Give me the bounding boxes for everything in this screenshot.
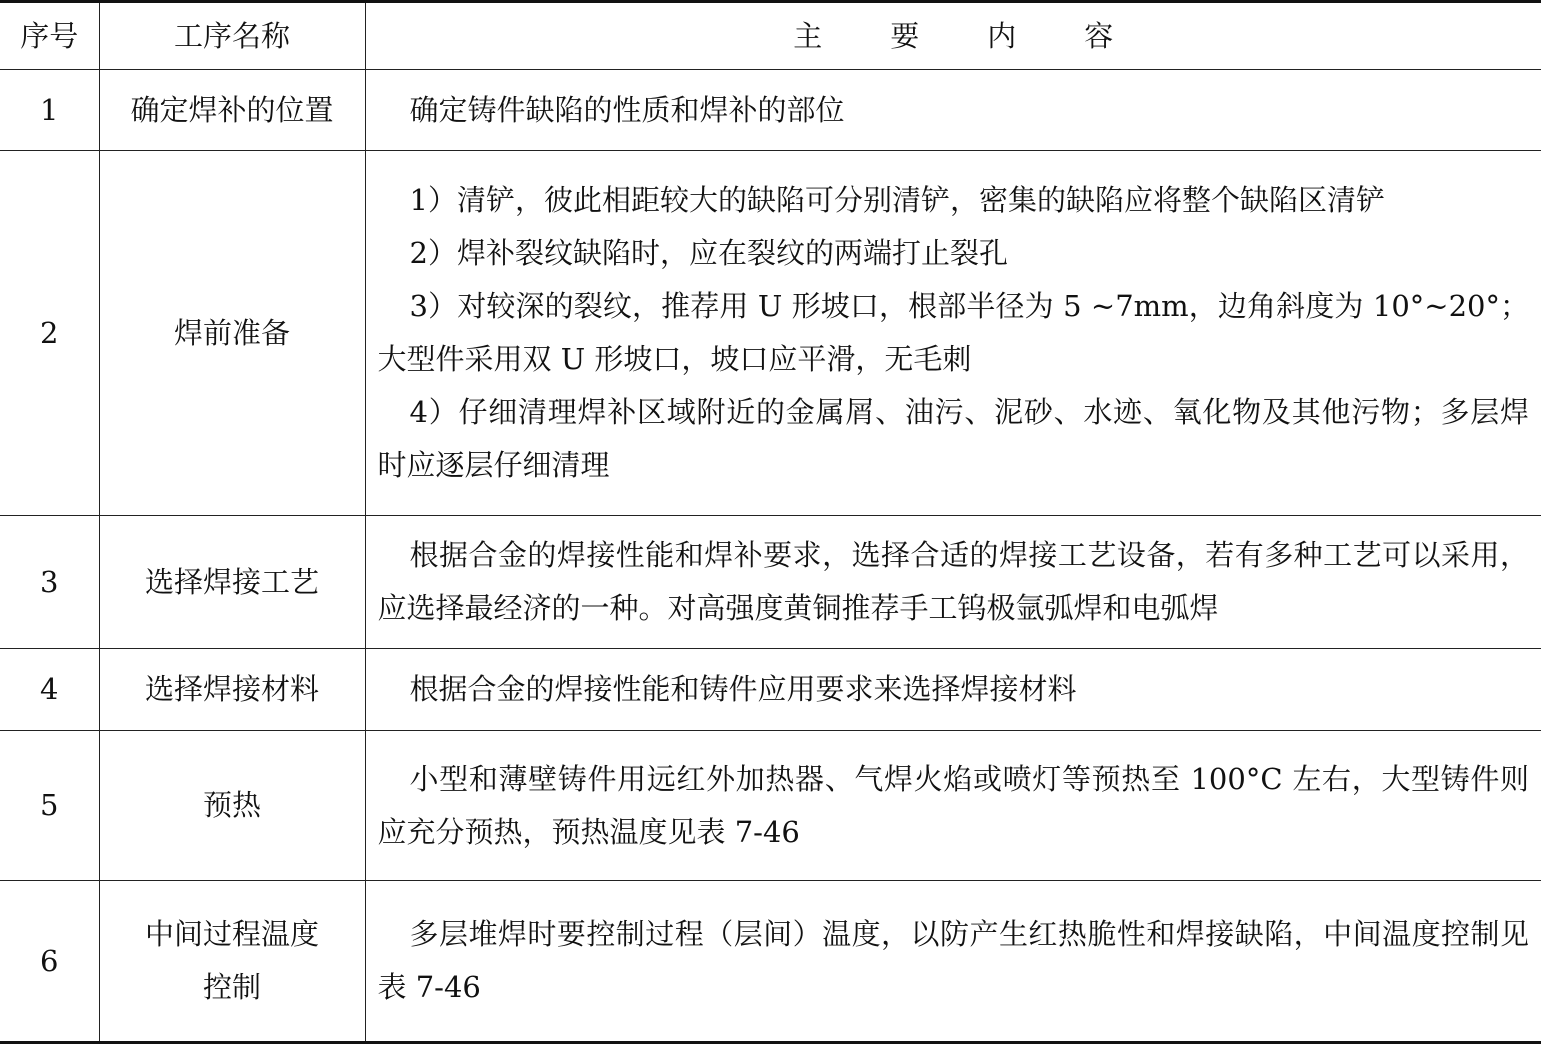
row-seq: 1 (0, 70, 99, 151)
table-row (0, 731, 1541, 881)
row-name: 选择焊接工艺 (99, 516, 365, 649)
header-seq: 序号 (0, 2, 99, 70)
row-name: 确定焊补的位置 (99, 70, 365, 151)
row-seq: 3 (0, 516, 99, 649)
row-content (365, 151, 1541, 516)
row-seq: 2 (0, 151, 99, 516)
header-row (0, 2, 1541, 70)
row-name: 选择焊接材料 (99, 649, 365, 731)
header-content-char: 容 (1084, 18, 1114, 53)
content-paragraph: 4）仔细清理焊补区域附近的金属屑、油污、泥砂、水迹、氧化物及其他污物；多层焊时应逐层仔细清理 (377, 395, 1529, 482)
row-content (365, 881, 1541, 1043)
content-paragraph: 根据合金的焊接性能和铸件应用要求来选择焊接材料 (409, 672, 1077, 706)
row-name (99, 881, 365, 1043)
row-name-line: 中间过程温度 (144, 917, 319, 951)
content-paragraph: 多层堆焊时要控制过程（层间）温度，以防产生红热脆性和焊接缺陷，中间温度控制见表 7-46 (377, 917, 1529, 1004)
table-row (0, 881, 1541, 1043)
header-content-char: 主 (793, 18, 823, 53)
row-content (365, 516, 1541, 649)
header-name: 工序名称 (99, 2, 365, 70)
table-row (0, 649, 1541, 731)
row-content (365, 70, 1541, 151)
content-paragraph: 1）清铲，彼此相距较大的缺陷可分别清铲，密集的缺陷应将整个缺陷区清铲 (409, 183, 1385, 217)
row-seq: 4 (0, 649, 99, 731)
content-paragraph: 小型和薄壁铸件用远红外加热器、气焊火焰或喷灯等预热至 100°C 左右，大型铸件则应充分预热，预热温度见表 7-46 (377, 761, 1529, 849)
row-name: 预热 (99, 731, 365, 881)
row-content (365, 649, 1541, 731)
header-content (365, 2, 1541, 70)
row-name: 焊前准备 (99, 151, 365, 516)
content-paragraph: 根据合金的焊接性能和焊补要求，选择合适的焊接工艺设备，若有多种工艺可以采用，应选择最经济的一种。对高强度黄铜推荐手工钨极氩弧焊和电弧焊 (377, 538, 1529, 625)
row-name-line: 控制 (202, 970, 261, 1004)
table-row (0, 151, 1541, 516)
row-content (365, 731, 1541, 881)
table-row (0, 516, 1541, 649)
content-paragraph: 确定铸件缺陷的性质和焊补的部位 (409, 92, 845, 127)
content-paragraph: 3）对较深的裂纹，推荐用 U 形坡口，根部半径为 5 ~7mm，边角斜度为 10°~20°；大型件采用双 U 形坡口，坡口应平滑，无毛刺 (377, 289, 1529, 376)
header-content-char: 要 (890, 18, 920, 53)
table-row (0, 70, 1541, 151)
header-content-char: 内 (987, 18, 1017, 53)
content-paragraph: 2）焊补裂纹缺陷时，应在裂纹的两端打止裂孔 (409, 236, 1008, 270)
row-seq: 6 (0, 881, 99, 1043)
row-seq: 5 (0, 731, 99, 881)
